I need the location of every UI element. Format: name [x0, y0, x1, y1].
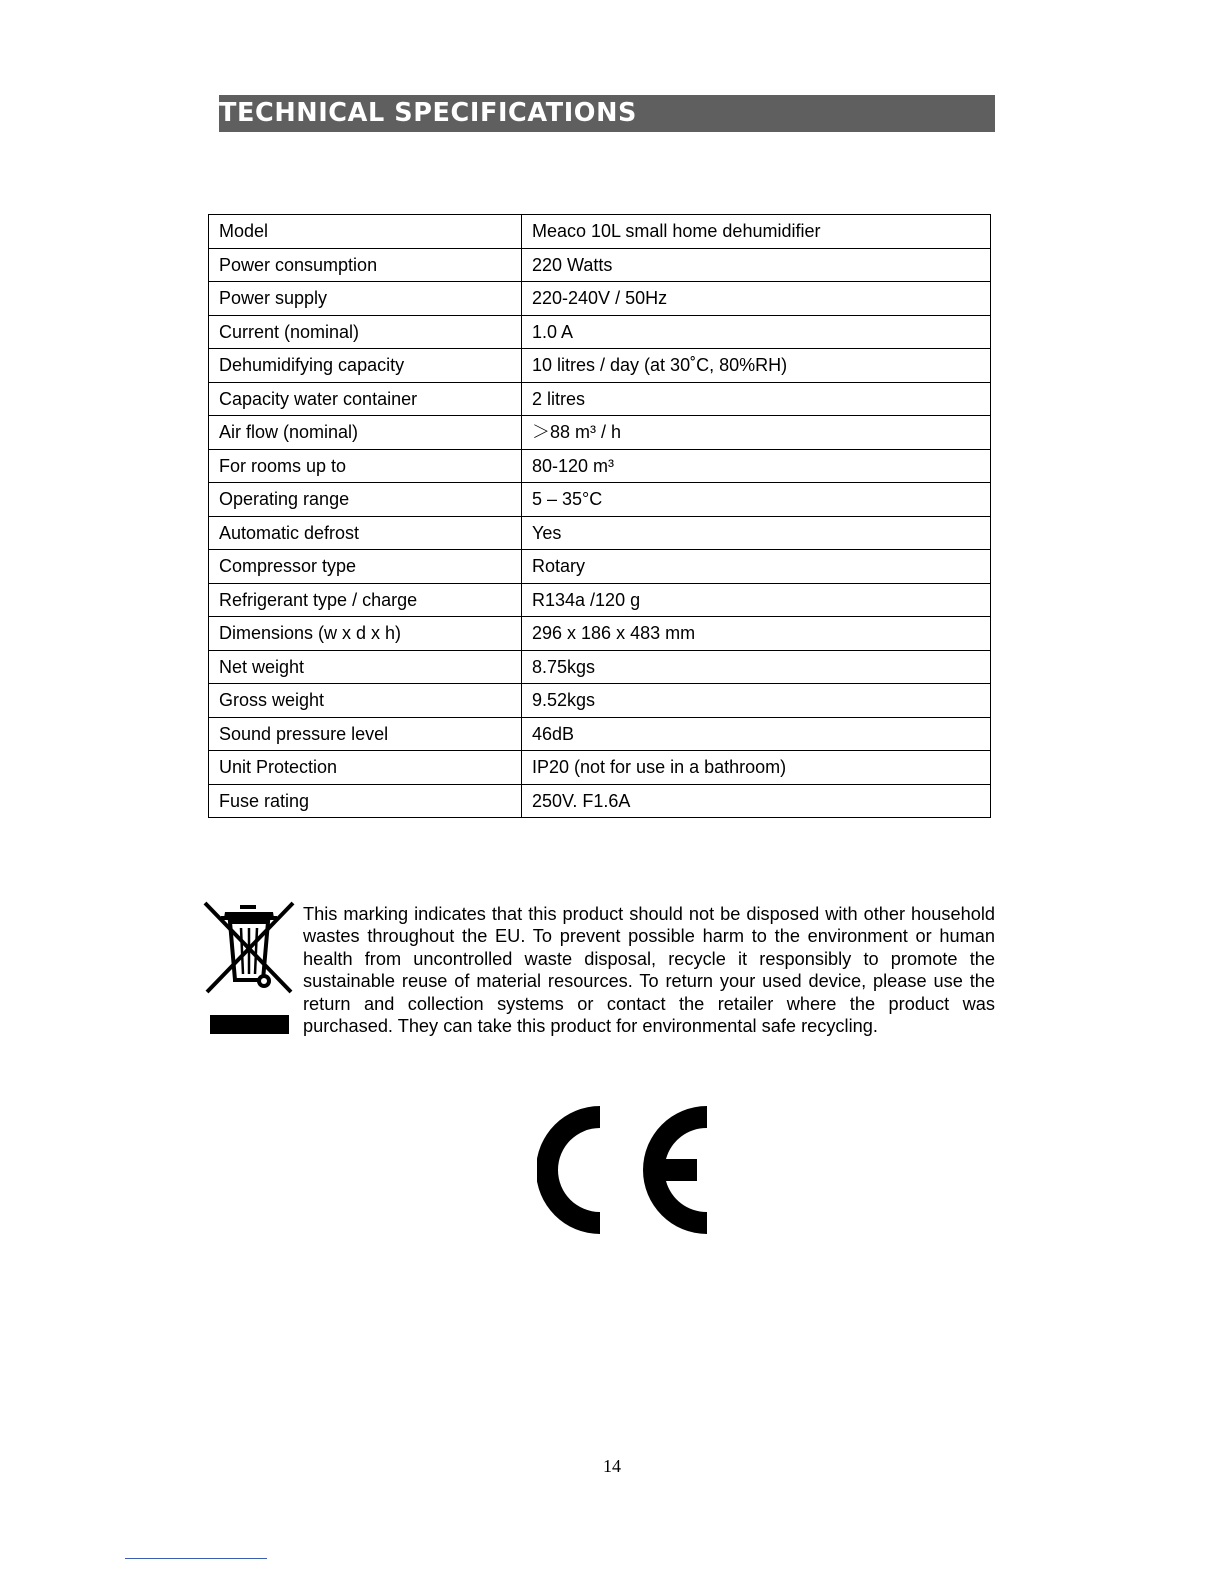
- spec-value: Meaco 10L small home dehumidifier: [522, 215, 991, 249]
- spec-label: Fuse rating: [209, 784, 522, 818]
- disposal-notice: This marking indicates that this product should not be disposed with other household wastes throughout the EU. To prevent possible harm to the environment or human health from uncontrolled waste disposal, recycle it responsibly to promote the sustainable reuse of material resources. To return your used device, please use the return and collection systems or contact the retailer where the product was purchased. They can take this product for environmental safe recycling.: [303, 904, 995, 1037]
- table-row: [209, 751, 991, 785]
- table-row: [209, 650, 991, 684]
- spec-value: 46dB: [522, 717, 991, 751]
- table-row: [209, 784, 991, 818]
- spec-value: R134a /120 g: [522, 583, 991, 617]
- spec-value: ＞88 m³ / h: [522, 416, 991, 450]
- table-row: [209, 282, 991, 316]
- spec-label: For rooms up to: [209, 449, 522, 483]
- spec-value: 8.75kgs: [522, 650, 991, 684]
- spec-label: Model: [209, 215, 522, 249]
- spec-value: 9.52kgs: [522, 684, 991, 718]
- table-row: [209, 449, 991, 483]
- table-row: [209, 382, 991, 416]
- spec-label: Automatic defrost: [209, 516, 522, 550]
- page-number: 14: [603, 1456, 621, 1476]
- spec-label: Current (nominal): [209, 315, 522, 349]
- spec-label: Gross weight: [209, 684, 522, 718]
- spec-value: Rotary: [522, 550, 991, 584]
- table-row: [209, 483, 991, 517]
- spec-value: 1.0 A: [522, 315, 991, 349]
- table-row: [209, 315, 991, 349]
- spec-label: Dimensions (w x d x h): [209, 617, 522, 651]
- spec-label: Power consumption: [209, 248, 522, 282]
- table-row: [209, 416, 991, 450]
- spec-value: IP20 (not for use in a bathroom): [522, 751, 991, 785]
- spec-label: Sound pressure level: [209, 717, 522, 751]
- spec-label: Operating range: [209, 483, 522, 517]
- spec-label: Unit Protection: [209, 751, 522, 785]
- spec-value: 2 litres: [522, 382, 991, 416]
- table-row: [209, 248, 991, 282]
- spec-value: 10 litres / day (at 30˚C, 80%RH): [522, 349, 991, 383]
- spec-label: Net weight: [209, 650, 522, 684]
- spec-value: 220-240V / 50Hz: [522, 282, 991, 316]
- table-row: [209, 617, 991, 651]
- table-row: [209, 717, 991, 751]
- crossed-out-wheelie-bin-icon: [203, 900, 295, 1036]
- table-row: [209, 349, 991, 383]
- footer-rule: [125, 1558, 267, 1559]
- table-row: [209, 684, 991, 718]
- spec-label: Capacity water container: [209, 382, 522, 416]
- table-row: [209, 215, 991, 249]
- spec-value: 220 Watts: [522, 248, 991, 282]
- spec-value: 296 x 186 x 483 mm: [522, 617, 991, 651]
- table-row: [209, 550, 991, 584]
- page-title: TECHNICAL SPECIFICATIONS: [219, 98, 637, 128]
- spec-label: Dehumidifying capacity: [209, 349, 522, 383]
- spec-table-body: [209, 215, 991, 818]
- ce-mark-icon: [537, 1106, 711, 1234]
- table-row: [209, 516, 991, 550]
- spec-value: 5 – 35°C: [522, 483, 991, 517]
- spec-label: Air flow (nominal): [209, 416, 522, 450]
- spec-table: [208, 214, 991, 818]
- spec-value: 250V. F1.6A: [522, 784, 991, 818]
- spec-value: Yes: [522, 516, 991, 550]
- spec-label: Power supply: [209, 282, 522, 316]
- spec-label: Refrigerant type / charge: [209, 583, 522, 617]
- table-row: [209, 583, 991, 617]
- spec-value: 80-120 m³: [522, 449, 991, 483]
- spec-label: Compressor type: [209, 550, 522, 584]
